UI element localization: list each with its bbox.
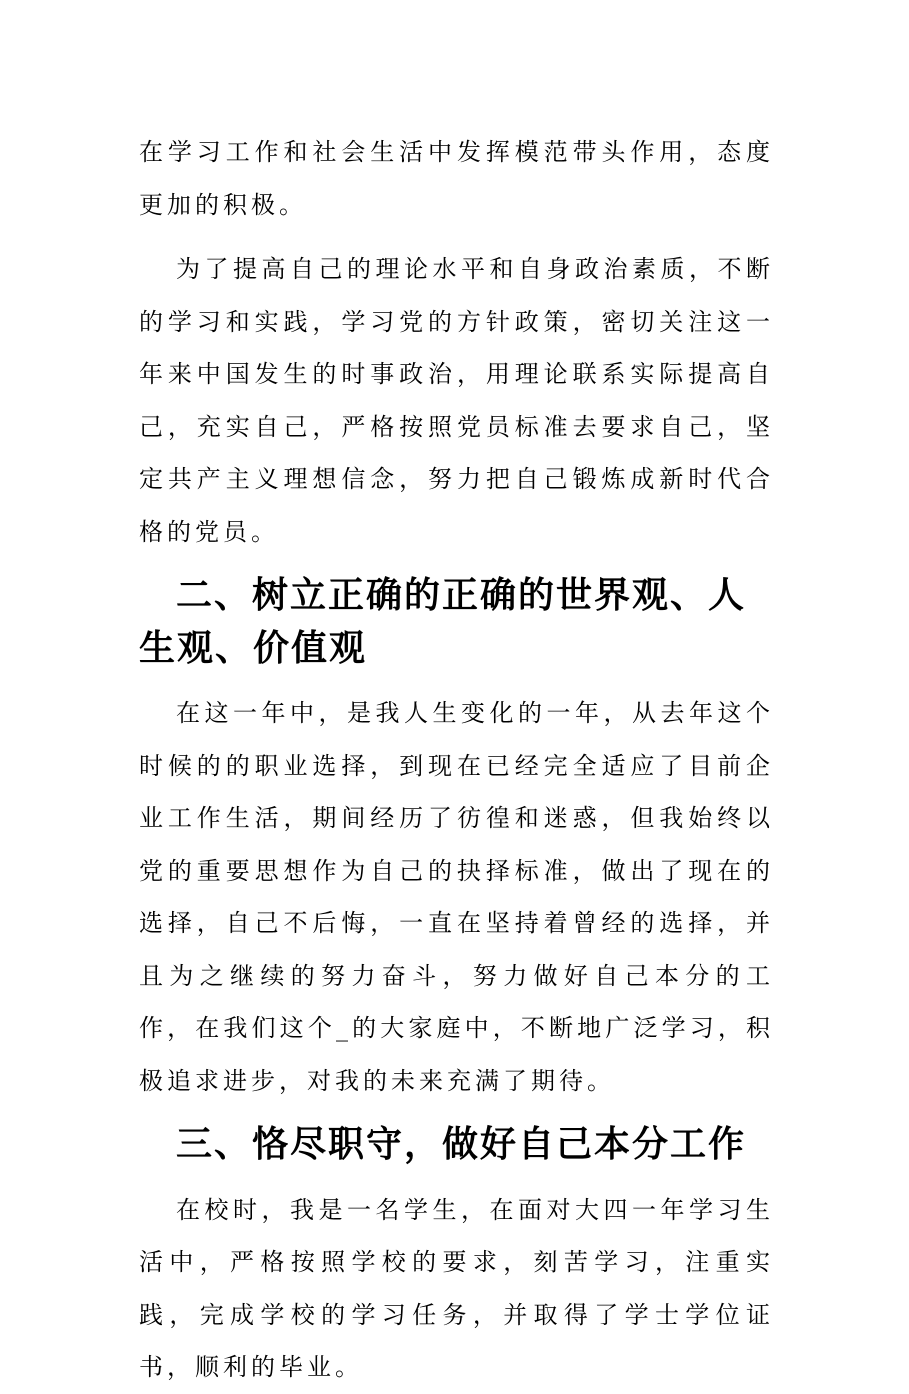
paragraph-4: 在校时，我是一名学生，在面对大四一年学习生活中，严格按照学校的要求，刻苦学习，注重实践，完成学校的学习任务，并取得了学士学位证书，顺利的毕业。: [139, 1195, 774, 1381]
paragraph-3: 在这一年中，是我人生变化的一年，从去年这个时候的的职业选择，到现在已经完全适应了目前企业工作生活，期间经历了彷徨和迷惑，但我始终以党的重要思想作为自己的抉择标准，做出了现在的选择，自己不后悔，一直在坚持着曾经的选择，并且为之继续的努力奋斗，努力做好自己本分的工作，在我们这个_的大家庭中，不断地广泛学习，积极追求进步，对我的未来充满了期待。: [139, 699, 774, 1095]
paragraph-spacer: [139, 1107, 774, 1119]
paragraph-2: 为了提高自己的理论水平和自身政治素质，不断的学习和实践，学习党的方针政策，密切关注这一年来中国发生的时事政治，用理论联系实际提高自己，充实自己，严格按照党员标准去要求自己，坚定共产主义理想信念，努力把自己锻炼成新时代合格的党员。: [139, 255, 774, 546]
paragraph-spacer: [139, 558, 774, 570]
section-heading-3: 三、恪尽职守，做好自己本分工作: [176, 1124, 747, 1165]
paragraph-spacer: [139, 231, 774, 243]
section-heading-2: 二、树立正确的正确的世界观、人生观、价值观: [139, 575, 747, 669]
paragraph-1: 在学习工作和社会生活中发挥模范带头作用，态度更加的积极。: [139, 138, 774, 219]
paragraph-spacer: [139, 675, 774, 687]
document-body: [139, 126, 774, 1394]
paragraph-spacer: [139, 1172, 774, 1184]
